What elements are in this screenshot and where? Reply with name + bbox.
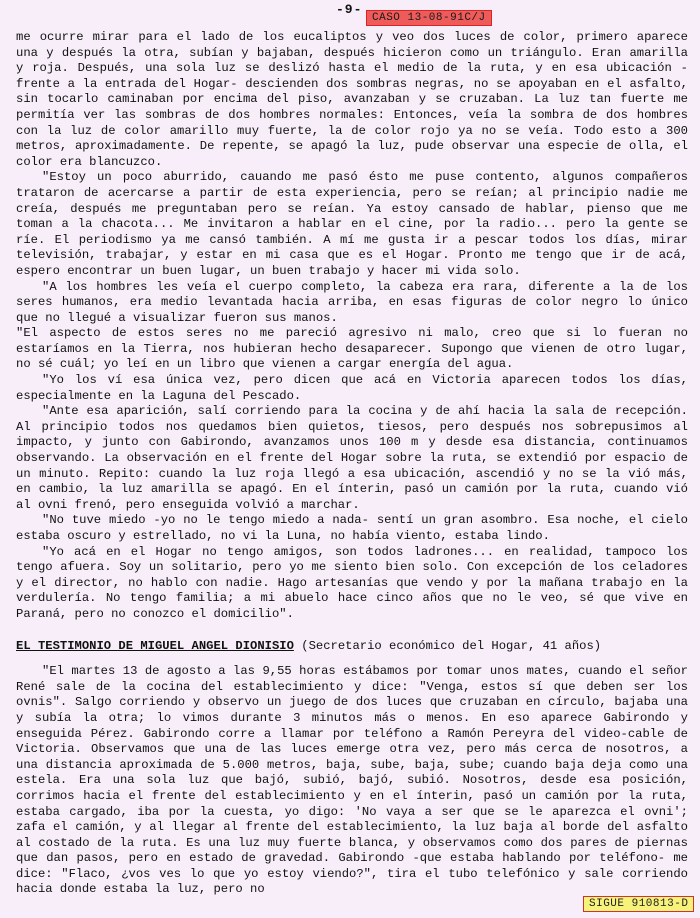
paragraph: "Ante esa aparición, salí corriendo para la cocina y de ahí hacia la sala de recepción. Al principio todos nos quedamos bien quietos, tiesos, pero después nos sobrepusimos al impacto, y junto con Gabirondo, avanzamos unos 100 m y desde esa distancia, continuamos observando. La observación en el frente del Hogar sobre la ruta, se extendió por espacio de un minuto. Repito: cuando la luz roja llegó a esa ubicación, ascendió y no se la vió más, en cambio, la luz amarilla se apagó. En el ínterin, pasó un camión por la ruta, cuando vió al ovni frenó, pero enseguida volvió a marchar. [16, 404, 688, 512]
heading-note: (Secretario económico del Hogar, 41 años) [301, 638, 602, 653]
paragraph: "El martes 13 de agosto a las 9,55 horas estábamos por tomar unos mates, cuando el señor René sale de la cocina del establecimiento y dice: "Venga, estos sí que deben ser los ovnis". Salgo corriendo y observo un juego de dos luces que cruzaban en círculo, bajaba una y subía la otra; lo vimos durante 3 minutos más o menos. En eso aparece Gabirondo y enseguida Pérez. Gabirondo corre a llamar por teléfono a Ramón Pereyra del video-cable de Victoria. Observamos que una de las luces emerge otra vez, pero más cerca de nosotros, a una distancia aproximada de 5.000 metros, baja, sube, baja, sube; cuando baja deja como una estela. Era una sola luz que bajó, subió, bajó, subió. Nosotros, desde esa posición, corrimos hacia el frente del establecimiento y en el ínterin, pasó un camión por la ruta, estaba cargado, iba por la cuesta, yo digo: 'No vaya a ser que se le aparezca el ovni'; zafa el camión, y al llegar al frente del establecimiento, la luz baja al borde del asfalto al costado de la ruta. Es una luz muy fuerte blanca, y observamos como dos pares de piernas que dan pasos, pero en estado de gravedad. Gabirondo -que estaba hablando por teléfono- me dice: "Flaco, ¿vos ves lo que yo estoy viendo?", tira el tubo telefónico y sale corriendo hacia donde estaba la luz, pero no [16, 664, 688, 897]
heading-title: EL TESTIMONIO DE MIGUEL ANGEL DIONISIO [16, 638, 294, 653]
paragraph: "Estoy un poco aburrido, cauando me pasó ésto me puse contento, algunos compañeros trataron de acercarse a partir de esta experiencia, pero se reían; al principio nadie me creía, después me preguntaban pero se reían. Ya estoy cansado de hablar, pienso que me toman a la chacota... Me invitaron a hablar en el cine, por la radio... pero la gente se ríe. El periodismo ya me cansó también. A mí me gusta ir a pescar todos los días, mirar televisión, trabajar, y estar en mi casa que es el Hogar. Pronto me tengo que ir de acá, espero encontrar un buen lugar, un buen trabajo y hacer mi vida solo. [16, 170, 688, 278]
document-body [16, 30, 688, 898]
paragraph: "Yo los ví esa única vez, pero dicen que acá en Victoria aparecen todos los días, especialmente en la Laguna del Pescado. [16, 373, 688, 403]
paragraph: "El aspecto de estos seres no me pareció agresivo ni malo, creo que si lo fueran no estaríamos en la Tierra, nos hubieran hecho desaparecer. Supongo que vienen de otro lugar, no sé cuál; yo leí en un libro que vienen a cargar energía del agua. [16, 326, 688, 372]
case-stamp: CASO 13-08-91C/J [366, 10, 492, 26]
paragraph: "Yo acá en el Hogar no tengo amigos, son todos ladrones... en realidad, tampoco los tengo afuera. Soy un solitario, pero yo me siento bien solo. Con excepción de los celadores y el director, no hablo con nadie. Hago artesanías que vendo y por la mañana trabajo en la verdulería. No tengo familia; a mi abuelo hace cinco años que no le veo, sé que vive en Paraná, pero no conozco el domicilio". [16, 544, 688, 621]
paragraph: "No tuve miedo -yo no le tengo miedo a nada- sentí un gran asombro. Esa noche, el cielo estaba oscuro y estrellado, no vi la Luna, no había viento, estaba lindo. [16, 513, 688, 543]
paragraph: me ocurre mirar para el lado de los eucaliptos y veo dos luces de color, primero aparece una y después la otra, subían y bajaban, después hicieron como un triángulo. Eran amarilla y roja. Después, una sola luz se deslizó hasta el medio de la ruta, y en esa ubicación -frente a la entrada del Hogar- descienden dos sombras negras, no se apoyaban en el asfalto, sin tocarlo caminaban por encima del piso, avanzaban y se cruzaban. La luz tan fuerte me permitía ver las sombras de dos hombres normales: Entonces, veía la sombra de dos hombres con la luz de color amarillo muy fuerte, la de color rojo ya no se veía. Todo esto a 300 metros, aproximadamente. De repente, se apagó la luz, pude observar una especie de olla, el color era blancuzco. [16, 30, 688, 169]
continuation-stamp: SIGUE 910813-D [583, 896, 694, 912]
page-number: -9- [336, 2, 363, 17]
section-gap [16, 623, 688, 635]
section-heading [16, 639, 688, 655]
paragraph: "A los hombres les veía el cuerpo completo, la cabeza era rara, diferente a la de los seres humanos, era medio levantada hacia arriba, en esas figuras de color negro lo único que no llegué a visualizar fueron sus manos. [16, 279, 688, 325]
